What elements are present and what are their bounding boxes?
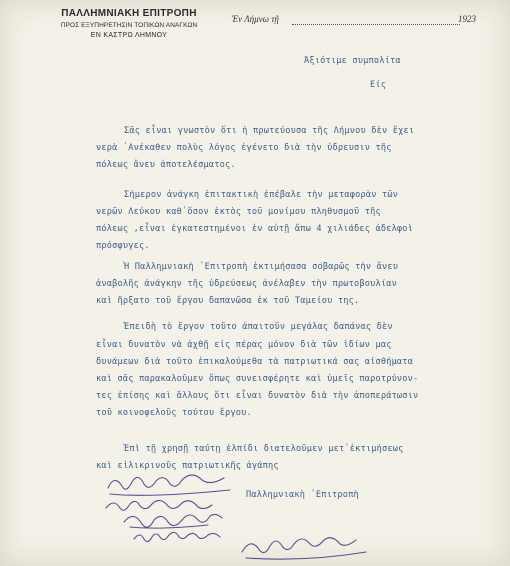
body-line: Ἐπὶ τῇ χρησῇ ταύτῃ ἐλπίδι διατελοῦμεν μετ᾿ἐκτιμήσεως	[124, 444, 404, 454]
body-line: Ἐπειδὴ τὸ ἔργον τοῦτο ἀπαιτοῦν μεγάλας δαπάνας δὲν	[124, 322, 393, 332]
body-line: καὶ ἤρξατο τοῦ ἔργου δαπανῶσα ἐκ τοῦ Ταμείου της.	[96, 296, 360, 306]
letterhead-subtitle: ΠΡΟΣ ΕΞΥΠΗΡΕΤΗΣΙΝ ΤΟΠΙΚΩΝ ΑΝΑΓΚΩΝ	[60, 22, 198, 29]
body-line: νερὰ ᾿Ανέκαθεν πολὺς λόγος ἐγένετο διὰ τὴν ὑδρευσιν τῆς	[96, 143, 392, 153]
closing-signature-line: Παλλημνιακὴ ᾿Επιτροπὴ	[246, 490, 359, 500]
body-line: ἀναβολῆς ἀνάγκην τῆς ὑδρεύσεως ἀνέλαβεν τὴν πρωτοβουλίαν	[96, 279, 397, 289]
salutation: Άξιότιμε συμπολίτα	[304, 56, 401, 66]
body-line: πόλεως ,εἶναι ἐγκατεστημένοι ἐν αὐτῇ ἄπω 4 χιλιάδες ἀδελφοὶ	[96, 224, 414, 234]
letterhead-location: ΕΝ ΚΑΣΤΡΩ ΛΗΜΝΟΥ	[90, 32, 168, 39]
body-line: τοῦ κοινοφελοῦς τούτου ἔργου.	[96, 408, 252, 418]
body-line: πόλεως ἄνευ ἀποτελέσματος.	[96, 160, 236, 170]
body-line: δυνάμεων διὰ τοῦτο ἐπικαλούμεθα τὰ πατριωτικά σας αἰσθήματα	[96, 357, 414, 367]
body-line: καὶ εἰλικρινοῦς πατριωτικῆς ἀγάπης	[96, 461, 279, 471]
date-year: 1923	[458, 14, 476, 24]
salutation-recipient: Είς	[370, 80, 387, 90]
body-line: καὶ σᾶς παρακαλοῦμεν ὅπως συνεισφέρητε καὶ ὑμεῖς παροτρύνον-	[96, 374, 419, 384]
body-line: Ἡ Παλλημνιακὴ ᾿Επιτροπὴ ἐκτιμήσασα σοβαρῶς τὴν ἄνευ	[124, 262, 399, 272]
body-line: νερῶν Λεύκου καθ᾿ὅσον ἐκτὸς τοῦ μονίμου πληθυσμοῦ τῆς	[96, 207, 381, 217]
date-prefix: Έν Λήμνω τῇ	[232, 14, 279, 24]
letterhead-title: ΠΑΛΛΗΜΝΙΑΚΗ ΕΠΙΤΡΟΠΗ	[61, 8, 197, 19]
body-line: εἶναι δυνατὸν νὰ ἀχθῇ εἰς πέρας μόνον διὰ τῶν ἰδίων μας	[96, 340, 392, 350]
body-line: πρόσφυγες.	[96, 241, 150, 251]
body-line: τες ἐπίσης καὶ ἄλλους ὅτι εἶναι δυνατὸν διὰ τὴν ἀποπεράτωσιν	[96, 391, 419, 401]
body-line: Σᾶς εἶναι γνωστὸν ὅτι ἡ πρωτεύουσα τῆς Λήμνου δὲν ἔχει	[124, 126, 415, 136]
body-line: Σήμερον ἀνάγκη ἐπιτακτικὴ ἐπέβαλε τὴν μεταφορὰν τῶν	[124, 190, 399, 200]
